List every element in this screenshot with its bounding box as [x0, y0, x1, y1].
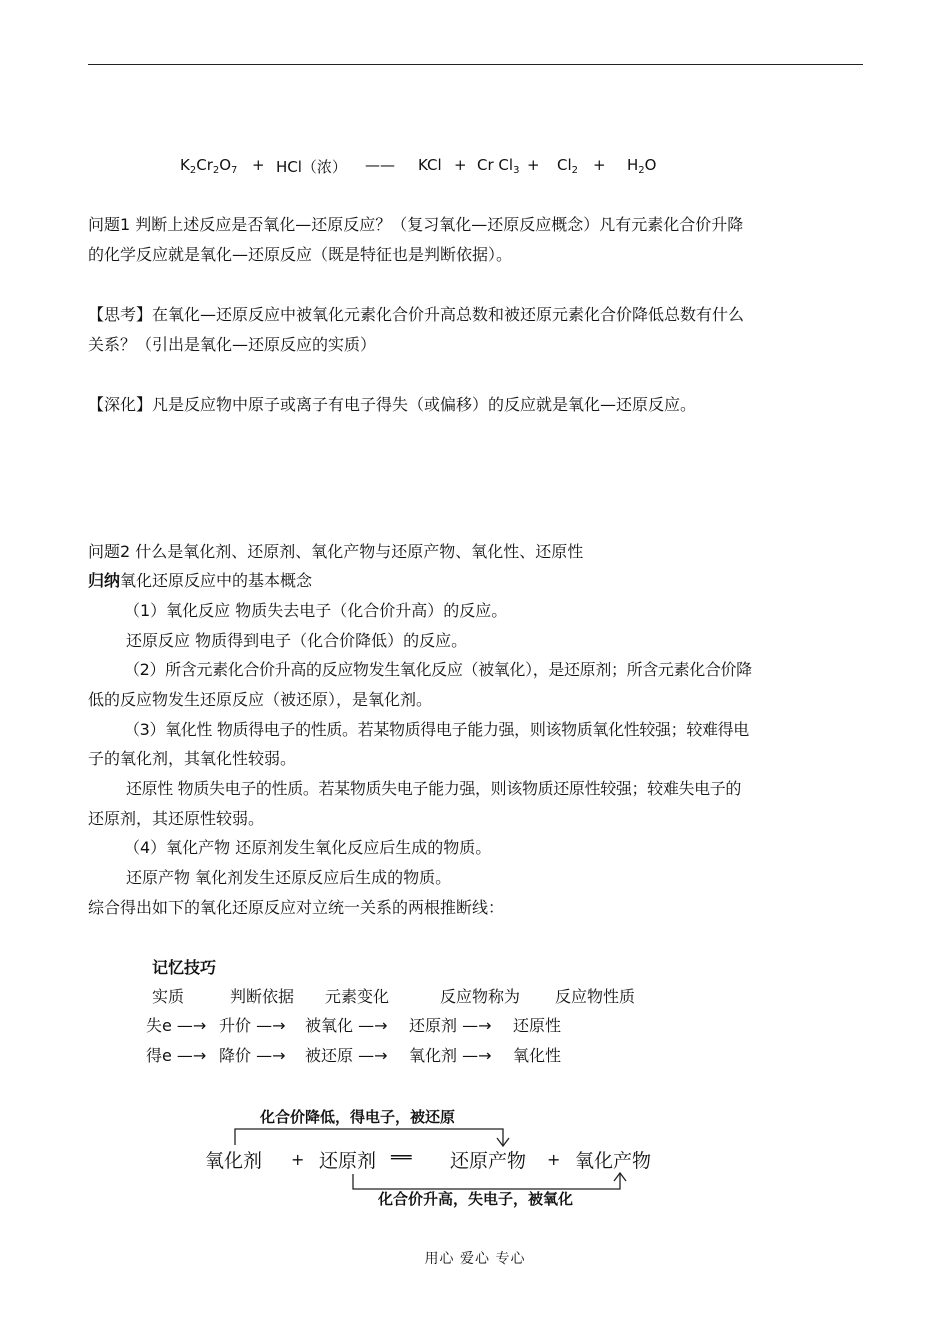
- bottom-label: 化合价升高，失电子，被氧化: [378, 1190, 574, 1208]
- plus-1: +: [291, 1150, 305, 1169]
- top-label: 化合价降低，得电子，被还原: [260, 1108, 456, 1126]
- header-reactant-property: 反应物性质: [555, 987, 636, 1006]
- concept-3b-line2: 还原剂，其还原性较弱。: [88, 809, 265, 828]
- top-bracket: [235, 1129, 503, 1145]
- concept-1b: 还原反应 物质得到电子（化合价降低）的反应。: [126, 631, 468, 650]
- eq-k2cr2o7: $K_2Cr_2O_7$: [180, 156, 238, 176]
- reduced-product-label: 还原产物: [450, 1150, 527, 1172]
- eq-plus: +: [593, 156, 606, 174]
- oxidized-product-label: 氧化产物: [575, 1150, 652, 1172]
- concept-2-line1: （2）所含元素化合价升高的反应物发生氧化反应（被氧化），是还原剂；所含元素化合价降: [124, 660, 752, 679]
- concept-4: （4）氧化产物 还原剂发生氧化反应后生成的物质。: [124, 838, 492, 857]
- header-element-change: 元素变化: [325, 987, 390, 1006]
- q2-text: 问题2 什么是氧化剂、还原剂、氧化产物与还原产物、氧化性、还原性: [88, 542, 584, 561]
- eq-hcl: HCl（浓）: [276, 158, 347, 176]
- concept-2-line2: 低的反应物发生还原反应（被还原），是氧化剂。: [88, 690, 433, 709]
- deepen-text: 【深化】凡是反应物中原子或离子有电子得失（或偏移）的反应就是氧化—还原反应。: [88, 395, 697, 414]
- q1-line1: 问题1 判断上述反应是否氧化—还原反应？（复习氧化—还原反应概念）凡有元素化合价升降: [88, 215, 744, 234]
- redox-diagram: [195, 1100, 665, 1210]
- plus-2: +: [547, 1150, 561, 1169]
- header-reactant-name: 反应物称为: [440, 987, 521, 1006]
- eq-kcl: KCl: [418, 156, 442, 174]
- eq-cl2: $Cl_2$: [557, 156, 579, 176]
- eq-crcl3: Cr $Cl_3$: [477, 156, 520, 176]
- equals-sign: ══: [391, 1148, 412, 1168]
- eq-plus: +: [454, 156, 467, 174]
- bottom-bracket: [353, 1174, 620, 1189]
- header-rule: [88, 64, 863, 65]
- oxidant-label: 氧化剂: [205, 1150, 263, 1172]
- think-line1: 【思考】在氧化—还原反应中被氧化元素化合价升高总数和被还原元素化合价降低总数有什么: [88, 305, 745, 324]
- eq-plus: +: [527, 156, 540, 174]
- summary-rest: 氧化还原反应中的基本概念: [120, 571, 313, 590]
- concept-1: （1）氧化反应 物质失去电子（化合价升高）的反应。: [124, 601, 508, 620]
- concept-3-line1: （3）氧化性 物质得电子的性质。若某物质得电子能力强，则该物质氧化性较强；较难得电: [124, 720, 749, 739]
- eq-plus: +: [252, 156, 265, 174]
- eq-h2o: $H_2O$: [627, 156, 657, 176]
- header-basis: 判断依据: [230, 987, 295, 1006]
- concept-3b-line1: 还原性 物质失电子的性质。若某物质失电子能力强，则该物质还原性较强；较难失电子的: [126, 779, 742, 798]
- page-footer: 用心 爱心 专心: [424, 1251, 526, 1267]
- summary-heading: [88, 570, 312, 592]
- concept-3-line2: 子的氧化剂，其氧化性较弱。: [88, 749, 297, 768]
- eq-arrow: ——: [365, 156, 395, 174]
- summary-bold: 归纳: [88, 571, 121, 590]
- reductant-label: 还原剂: [319, 1150, 377, 1172]
- header-essence: 实质: [152, 987, 185, 1006]
- think-line2: 关系？（引出是氧化—还原反应的实质）: [88, 335, 377, 354]
- memory-title: 记忆技巧: [152, 958, 217, 977]
- concept-4b: 还原产物 氧化剂发生还原反应后生成的物质。: [126, 868, 452, 887]
- conclusion-text: 综合得出如下的氧化还原反应对立统一关系的两根推断线：: [88, 898, 505, 917]
- q1-line2: 的化学反应就是氧化—还原反应（既是特征也是判断依据）。: [88, 245, 513, 264]
